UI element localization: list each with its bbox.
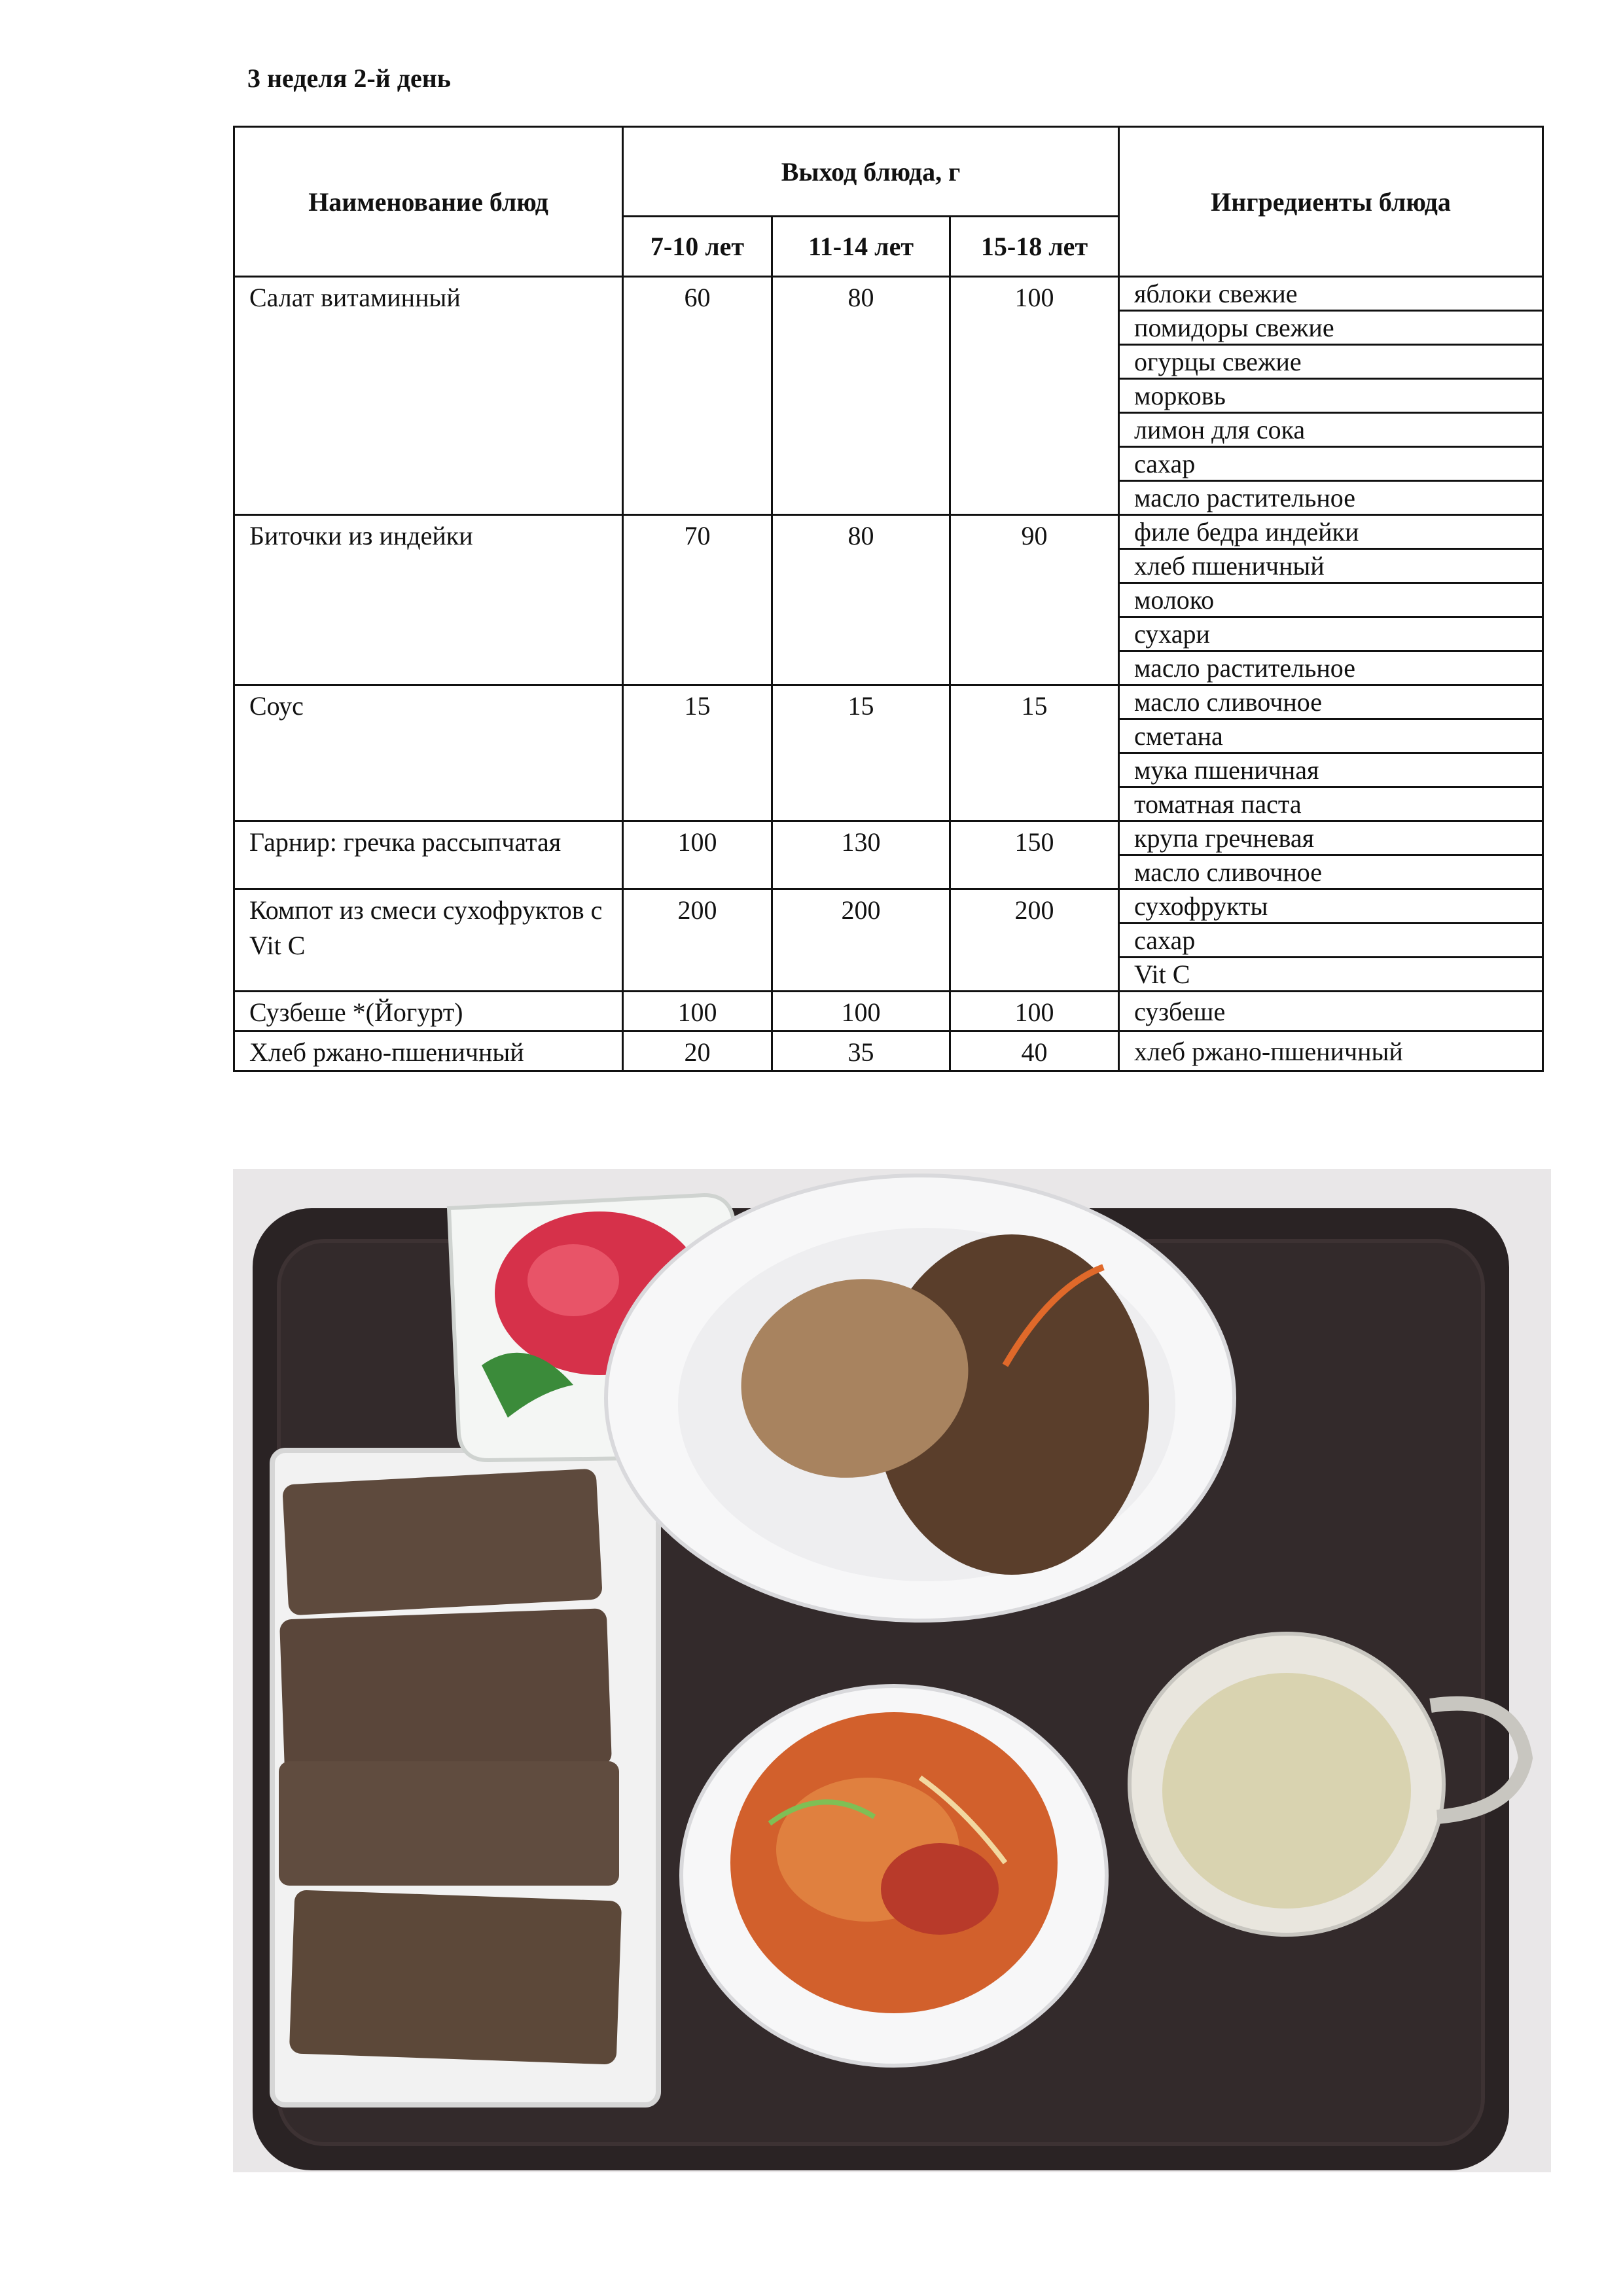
yield-y2: 15 [772,685,950,821]
ingredient: молоко [1119,583,1543,617]
ingredient: хлеб пшеничный [1119,549,1543,583]
table-row [234,277,1543,311]
ingredient: морковь [1119,379,1543,413]
meal-photo [233,1169,1551,2172]
ingredient: огурцы свежие [1119,345,1543,379]
ingredient: помидоры свежие [1119,311,1543,345]
ingredient: яблоки свежие [1119,277,1543,311]
ingredient: томатная паста [1119,787,1543,821]
yield-y3: 100 [950,277,1119,515]
yield-y1: 100 [623,992,772,1031]
header-age-11-14: 11-14 лет [772,217,950,277]
ingredient: сухофрукты [1119,889,1543,924]
dish-name: Биточки из индейки [234,515,623,685]
menu-table [233,126,1544,1072]
salad-bowl [681,1686,1107,2066]
compote [1162,1673,1411,1909]
ingredient: сахар [1119,924,1543,958]
ingredient: филе бедра индейки [1119,515,1543,549]
yield-y3: 200 [950,889,1119,992]
dish-name: Хлеб ржано-пшеничный [234,1031,623,1071]
dish-name: Гарнир: гречка рассыпчатая [234,821,623,889]
yield-y2: 80 [772,277,950,515]
yield-y1: 200 [623,889,772,992]
ingredient: лимон для сока [1119,413,1543,447]
table-row [234,821,1543,855]
main-plate [606,1175,1234,1621]
menu-table-body [234,277,1543,1071]
header-dish-name: Наименование блюд [234,127,623,277]
table-row [234,1031,1543,1071]
yield-y3: 15 [950,685,1119,821]
yield-y1: 20 [623,1031,772,1071]
ingredient: масло сливочное [1119,855,1543,889]
dish-name: Соус [234,685,623,821]
header-yield: Выход блюда, г [623,127,1119,217]
ingredient: масло сливочное [1119,685,1543,719]
header-age-15-18: 15-18 лет [950,217,1119,277]
table-row [234,992,1543,1031]
yield-y2: 100 [772,992,950,1031]
page-title: 3 неделя 2-й день [247,63,451,93]
yield-y1: 70 [623,515,772,685]
yield-y3: 150 [950,821,1119,889]
bread-slices [279,1469,622,2065]
dish-name: Сузбеше *(Йогурт) [234,992,623,1031]
ingredient: масло растительное [1119,651,1543,685]
yield-y3: 100 [950,992,1119,1031]
yield-y2: 200 [772,889,950,992]
ingredient: мука пшеничная [1119,753,1543,787]
dish-name: Салат витаминный [234,277,623,515]
table-row [234,685,1543,719]
yield-y2: 80 [772,515,950,685]
table-row [234,889,1543,924]
header-ingredients: Ингредиенты блюда [1119,127,1543,277]
yield-y1: 15 [623,685,772,821]
yield-y1: 60 [623,277,772,515]
yield-y1: 100 [623,821,772,889]
ingredient: хлеб ржано-пшеничный [1119,1031,1543,1071]
dish-name: Компот из смеси сухофруктов с Vit C [234,889,623,992]
ingredient: сахар [1119,447,1543,481]
ingredient: сметана [1119,719,1543,753]
yield-y3: 40 [950,1031,1119,1071]
header-age-7-10: 7-10 лет [623,217,772,277]
ingredient: сузбеше [1119,992,1543,1031]
yield-y2: 130 [772,821,950,889]
yield-y3: 90 [950,515,1119,685]
yield-y2: 35 [772,1031,950,1071]
ingredient: крупа гречневая [1119,821,1543,855]
ingredient: масло растительное [1119,481,1543,515]
ingredient: Vit C [1119,958,1543,992]
ingredient: сухари [1119,617,1543,651]
table-row [234,515,1543,549]
